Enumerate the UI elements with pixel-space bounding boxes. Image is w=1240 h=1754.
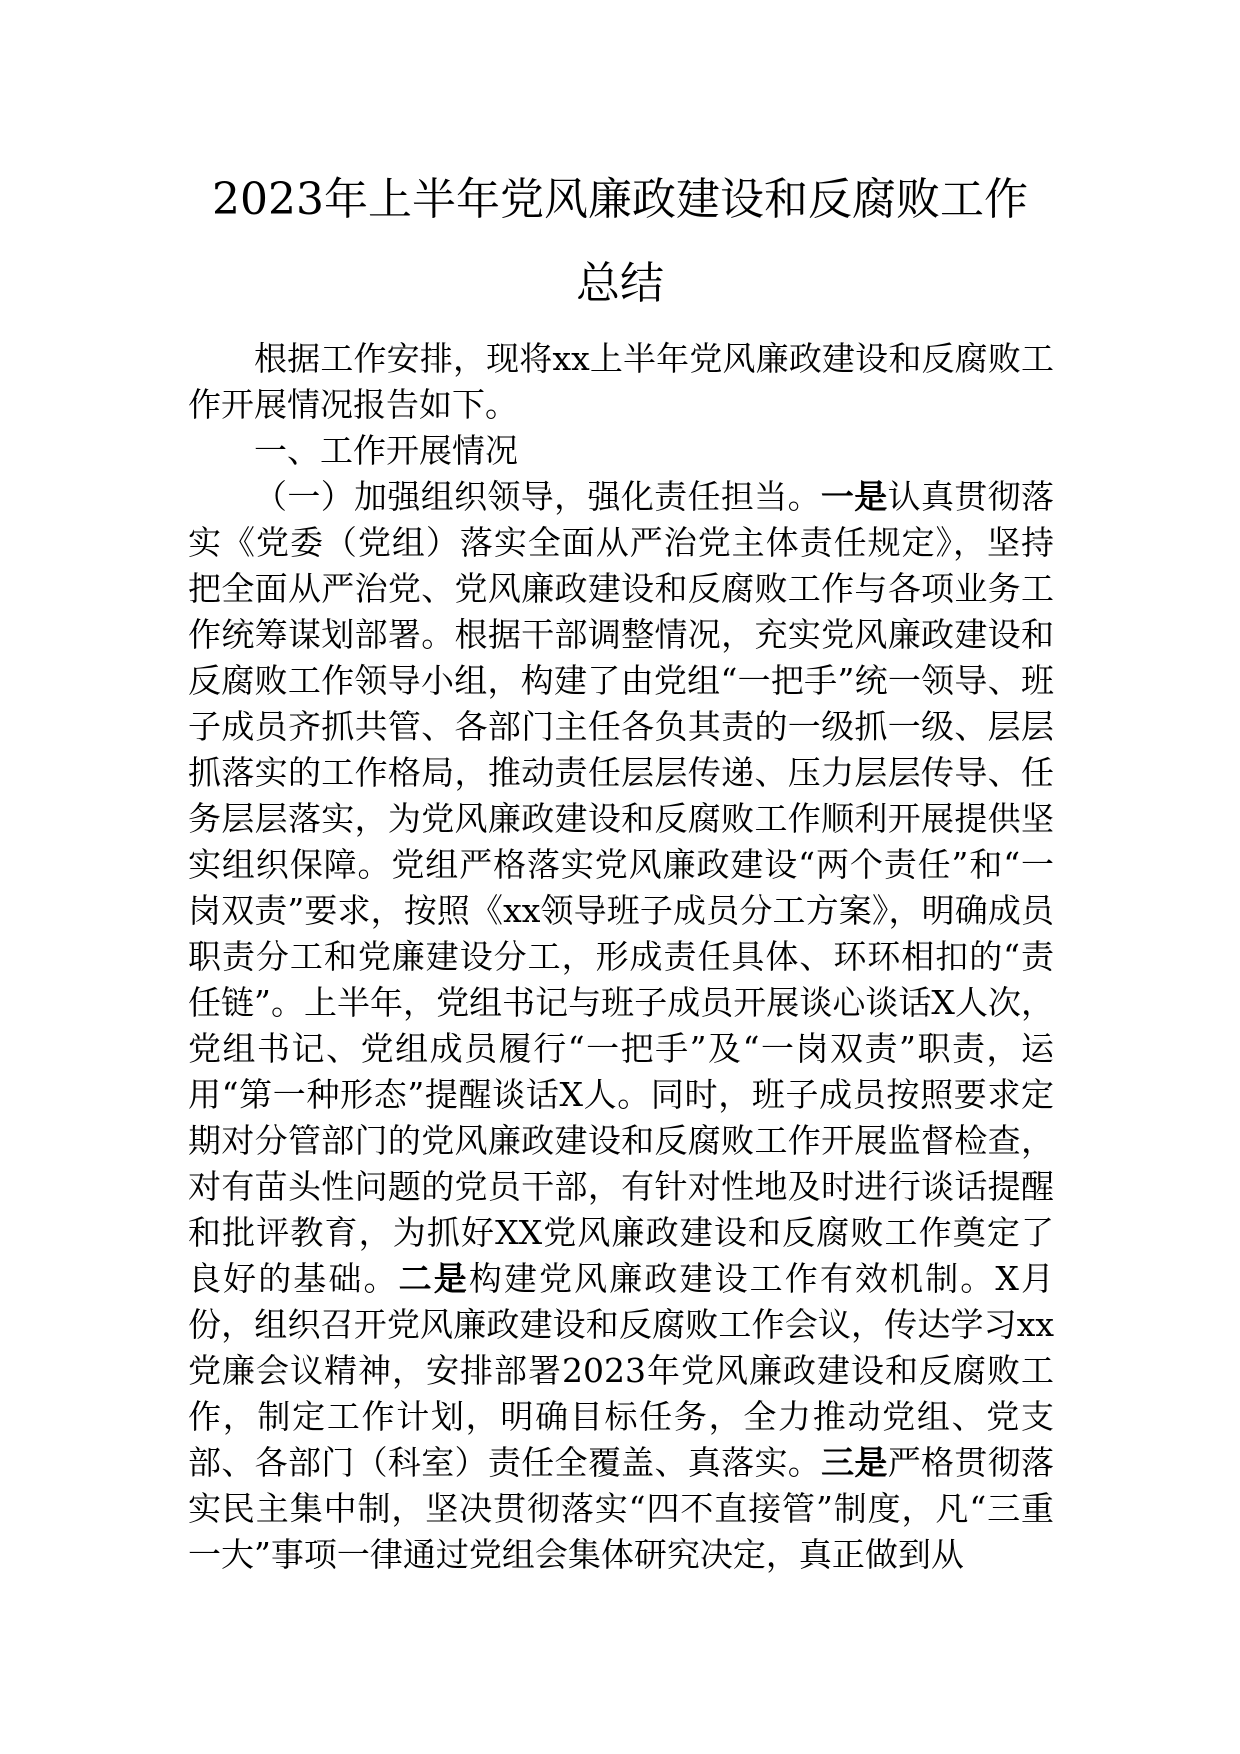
document-title-line2: 总结	[576, 258, 664, 309]
point-label-1: 一是	[820, 477, 888, 516]
point-text-2: 构建党风廉政建设工作有效机制。X月份，组织召开党风廉政建设和反腐败工作会议，传达学习xx党廉会议精神，安排部署2023年党风廉政建设和反腐败工作，制定工作计划，明确目标任务，全力推动党组、党支部、各部门（科室）责任全覆盖、真落实。	[188, 1259, 1055, 1482]
section-heading: 一、工作开展情况	[254, 431, 518, 470]
document-title-line1: 2023年上半年党风廉政建设和反腐败工作	[212, 174, 1028, 225]
point-text-1: 认真贯彻落实《党委（党组）落实全面从严治党主体责任规定》，坚持把全面从严治党、党风廉政建设和反腐败工作与各项业务工作统筹谋划部署。根据干部调整情况，充实党风廉政建设和反腐败工作领导小组，构建了由党组“一把手”统一领导、班子成员齐抓共管、各部门主任各负其责的一级抓一级、层层抓落实的工作格局，推动责任层层传递、压力层层传导、任务层层落实，为党风廉政建设和反腐败工作顺利开展提供坚实组织保障。党组严格落实党风廉政建设“两个责任”和“一岗双责”要求，按照《xx领导班子成员分工方案》，明确成员职责分工和党廉建设分工，形成责任具体、环环相扣的“责任链”。上半年，党组书记与班子成员开展谈心谈话X人次，党组书记、党组成员履行“一把手”及“一岗双责”职责，运用“第一种形态”提醒谈话X人。同时，班子成员按照要求定期对分管部门的党风廉政建设和反腐败工作开展监督检查，对有苗头性问题的党员干部，有针对性地及时进行谈话提醒和批评教育，为抓好XX党风廉政建设和反腐败工作奠定了良好的基础。	[188, 477, 1055, 1298]
document-body	[188, 336, 1054, 1578]
point-label-2: 二是	[398, 1259, 469, 1298]
main-paragraph	[188, 474, 1054, 1578]
point-label-3: 三是	[821, 1443, 888, 1482]
point-text-3: 严格贯彻落实民主集中制，坚决贯彻落实“四不直接管”制度，凡“三重一大”事项一律通过党组会集体研究决定，真正做到从	[188, 1443, 1055, 1574]
subsection-heading: （一）加强组织领导，强化责任担当。	[254, 477, 821, 516]
intro-paragraph: 根据工作安排，现将xx上半年党风廉政建设和反腐败工作开展情况报告如下。	[188, 339, 1054, 424]
